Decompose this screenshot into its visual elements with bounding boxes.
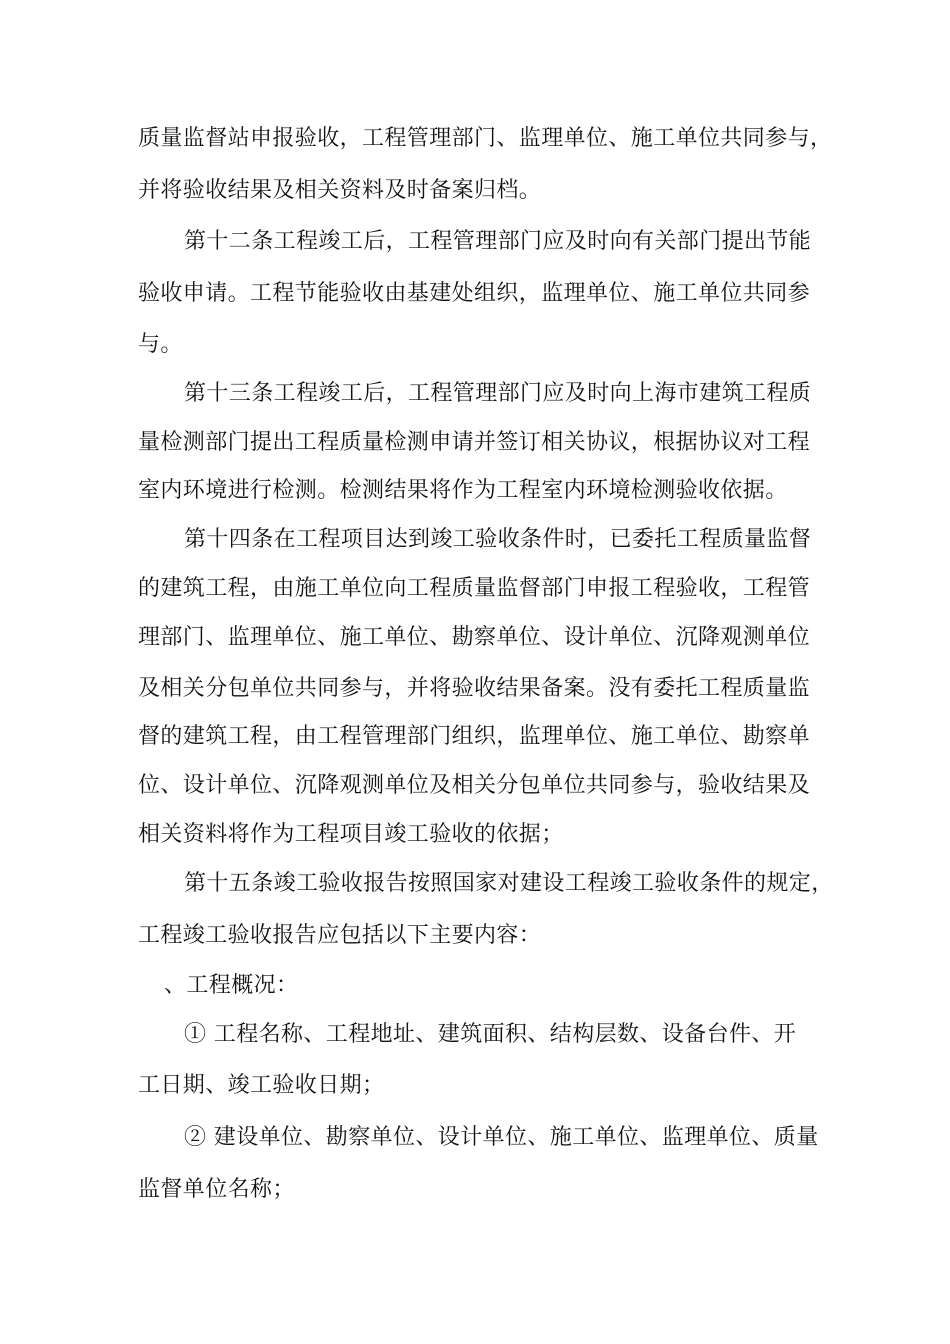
article-14-heading-line: 第十四条在工程项目达到竣工验收条件时，已委托工程质量监督	[184, 527, 812, 552]
list-item-2-line: ② 建设单位、勘察单位、设计单位、施工单位、监理单位、质量	[184, 1125, 819, 1150]
text-line: 及相关分包单位共同参与，并将验收结果备案。没有委托工程质量监	[138, 676, 811, 701]
text-line: 与。	[138, 332, 183, 357]
article-12-heading-line: 第十二条工程竣工后，工程管理部门应及时向有关部门提出节能	[184, 229, 812, 254]
text-line: 室内环境进行检测。检测结果将作为工程室内环境检测验收依据。	[138, 478, 788, 503]
text-line: 验收申请。工程节能验收由基建处组织，监理单位、施工单位共同参	[138, 281, 811, 306]
text-line: 理部门、监理单位、施工单位、勘察单位、设计单位、沉降观测单位	[138, 625, 811, 650]
text-line: 并将验收结果及相关资料及时备案归档。	[138, 178, 542, 203]
text-line: 量检测部门提出工程质量检测申请并签订相关协议，根据协议对工程	[138, 430, 811, 455]
list-heading-project-overview: 、工程概况：	[164, 973, 299, 998]
text-line: 工日期、竣工验收日期；	[138, 1073, 385, 1098]
text-line: 相关资料将作为工程项目竣工验收的依据；	[138, 822, 564, 847]
text-line: 位、设计单位、沉降观测单位及相关分包单位共同参与，验收结果及	[138, 773, 811, 798]
article-13-heading-line: 第十三条工程竣工后，工程管理部门应及时向上海市建筑工程质	[184, 381, 812, 406]
list-item-1-line: ① 工程名称、工程地址、建筑面积、结构层数、设备台件、开	[184, 1022, 797, 1047]
text-line: 质量监督站申报验收，工程管理部门、监理单位、施工单位共同参与，	[138, 126, 833, 151]
text-line: 的建筑工程，由施工单位向工程质量监督部门申报工程验收，工程管	[138, 576, 811, 601]
text-line: 监督单位名称；	[138, 1177, 295, 1202]
article-15-heading-line: 第十五条竣工验收报告按照国家对建设工程竣工验收条件的规定，	[184, 871, 834, 896]
text-line: 工程竣工验收报告应包括以下主要内容：	[138, 923, 542, 948]
text-line: 督的建筑工程，由工程管理部门组织，监理单位、施工单位、勘察单	[138, 724, 811, 749]
